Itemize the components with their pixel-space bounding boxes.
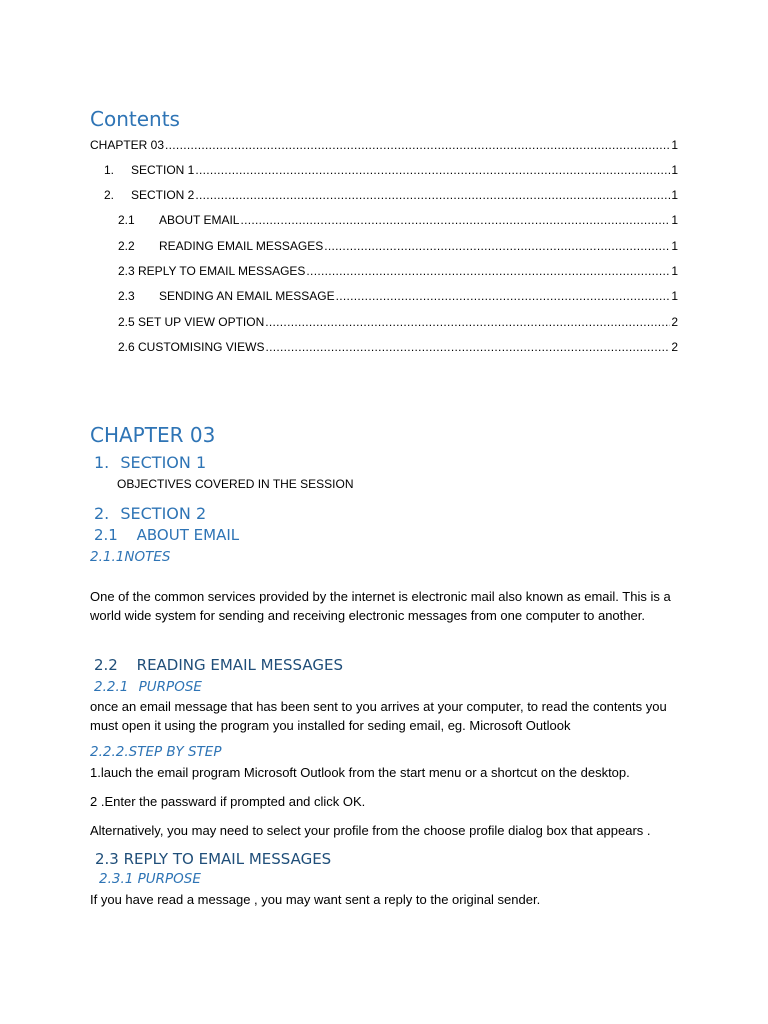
section-title: READING EMAIL MESSAGES [136, 656, 343, 674]
toc-entry-text: READING EMAIL MESSAGES [159, 239, 324, 253]
section-2-3-1-heading: 2.3.1 PURPOSE [99, 871, 201, 887]
toc-entry-number: 1. [104, 163, 115, 177]
toc-leader [195, 163, 670, 177]
toc-entry[interactable] [104, 161, 678, 177]
toc-entry-page: 2 [671, 340, 678, 354]
toc-entry[interactable] [90, 136, 678, 152]
toc-leader [195, 188, 670, 202]
toc-entry[interactable] [118, 211, 678, 227]
section-number: 2.2 [94, 656, 118, 674]
toc-entry[interactable] [104, 186, 678, 202]
toc-entry[interactable] [118, 313, 678, 329]
toc-entry-page: 1 [671, 289, 678, 303]
section-number: 2.1 [94, 526, 118, 544]
toc-entry-number: 2.1 [118, 213, 135, 227]
toc-entry-text: 2.6 CUSTOMISING VIEWS [118, 340, 265, 354]
toc-entry-number: 2.2 [118, 239, 135, 253]
section-title: SECTION 2 [120, 504, 207, 523]
toc-entry[interactable] [118, 262, 678, 278]
toc-leader [265, 340, 670, 354]
reply-paragraph: If you have read a message , you may want sent a reply to the original sender. [90, 892, 541, 907]
chapter-heading: CHAPTER 03 [90, 423, 216, 447]
toc-entry-text: SECTION 2 [131, 188, 195, 202]
toc-entry-text: 2.3 REPLY TO EMAIL MESSAGES [118, 264, 306, 278]
section-title: PURPOSE [138, 679, 202, 695]
step-2-text: 2 .Enter the passward if prompted and click OK. [90, 794, 366, 809]
toc-entry-text: 2.5 SET UP VIEW OPTION [118, 315, 265, 329]
toc-entry-page: 1 [671, 188, 678, 202]
toc-entry-page: 2 [671, 315, 678, 329]
toc-entry[interactable] [118, 338, 678, 354]
toc-entry-number: 2. [104, 188, 115, 202]
section-2-3-heading: 2.3 REPLY TO EMAIL MESSAGES [95, 850, 332, 868]
toc-entry-text: SECTION 1 [131, 163, 195, 177]
section-2-1-heading [94, 526, 239, 544]
toc-entry[interactable] [118, 287, 678, 303]
step-3-text: Alternatively, you may need to select your profile from the choose profile dialog box that appears . [90, 823, 651, 838]
objectives-text: OBJECTIVES COVERED IN THE SESSION [117, 477, 354, 491]
toc-entry-text: CHAPTER 03 [90, 138, 165, 152]
section-2-2-1-heading [94, 679, 202, 695]
step-1-text: 1.lauch the email program Microsoft Outlook from the start menu or a shortcut on the desktop. [90, 765, 630, 780]
toc-entry-page: 1 [671, 163, 678, 177]
section-title: SECTION 1 [120, 453, 207, 472]
toc-leader [306, 264, 670, 278]
toc-leader [265, 315, 670, 329]
toc-leader [240, 213, 670, 227]
toc-entry-page: 1 [671, 213, 678, 227]
section-title: ABOUT EMAIL [136, 526, 240, 544]
section-1-heading [94, 453, 206, 472]
toc-entry-page: 1 [671, 239, 678, 253]
section-number: 1. [94, 453, 110, 472]
purpose-paragraph: once an email message that has been sent to you arrives at your computer, to read the contents you must open it using the program you installed for seding email, eg. Microsoft Outlook [90, 699, 667, 733]
section-2-2-heading [94, 656, 343, 674]
toc-title: Contents [90, 107, 180, 131]
toc-leader [165, 138, 670, 152]
section-number: 2. [94, 504, 110, 523]
toc-entry-text: ABOUT EMAIL [159, 213, 240, 227]
section-number: 2.2.1 [94, 679, 129, 695]
toc-entry[interactable] [118, 237, 678, 253]
section-2-heading [94, 504, 206, 523]
toc-entry-page: 1 [671, 138, 678, 152]
toc-leader [324, 239, 670, 253]
toc-leader [336, 289, 671, 303]
toc-entry-number: 2.3 [118, 289, 135, 303]
section-2-1-1-heading: 2.1.1NOTES [90, 549, 171, 565]
toc-entry-text: SENDING AN EMAIL MESSAGE [159, 289, 335, 303]
section-2-2-2-heading: 2.2.2.STEP BY STEP [90, 744, 222, 760]
notes-paragraph: One of the common services provided by the internet is electronic mail also known as email. This is a world wide system for sending and receiving electronic messages from one computer to another. [90, 589, 671, 623]
toc-entry-page: 1 [671, 264, 678, 278]
